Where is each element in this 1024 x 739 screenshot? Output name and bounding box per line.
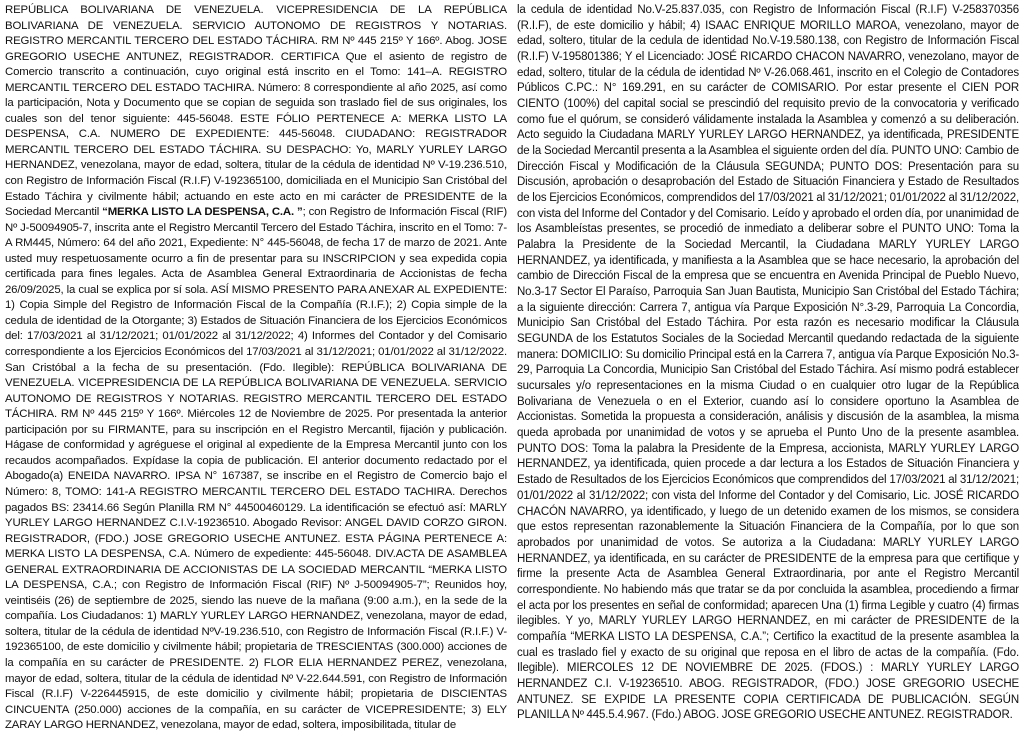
notice-left-column: [5, 3, 507, 735]
notice-left-text-part-2: ; con Registro de Información Fiscal (RIF) Nº J-50094905-7, inscrita ante el Registro Mercantil Tercero del Estado Táchira, inscrito en el Tomo: 7-A RM445, Número: 64 del año 2021, Expediente: N° 445-56048, de fecha 17 de marzo de 2021. Ante usted muy respetuosamente ocurro a fin de presentar para su INSCRIPCION y sea expedida copia certificada para fines legales. Acta de Asamblea General Extraordinaria de Accionistas de fecha 26/09/2025, la cual se explica por sí sola. ASÍ MISMO PRESENTO PARA ANEXAR AL EXPEDIENTE: 1) Copia Simple del Registro de Información Fiscal de la Compañía (R.I.F.); 2) Copia simple de la cedula de identidad de la Otorgante; 3) Estados de Situación Financiera de los Ejercicios Económicos del: 17/03/2021 al 31/12/2021; 01/01/2022 al 31/12/2022; 4) Informes del Contador y del Comisario correspondiente a los Ejercicios Económicos del 17/03/2021 al 31/12/2021; 01/01/2022 al 31/12/2022. San Cristóbal a la fecha de su presentación. (Fdo. Ilegible): REPÚBLICA BOLIVARIANA DE VENEZUELA. VICEPRESIDENCIA DE LA REPÚBLICA BOLIVARIANA DE VENEZUELA. SERVICIO AUTONOMO DE REGISTROS Y NOTARIAS. REGISTRO MERCANTIL TERCERO DEL ESTADO TÁCHIRA. RM Nº 445 215º Y 166º. Miércoles 12 de Noviembre de 2025. Por presentada la anterior participación por su FIRMANTE, para su inscripción en el Registro Mercantil, fijación y publicación. Hágase de conformidad y agréguese el original al expediente de la Empresa Mercantil junto con los recaudos acompañados. Expídase la copia de publicación. El anterior documento redactado por el Abogado(a) ENEIDA NAVARRO. IPSA N° 167387, se inscribe en el Registro de Comercio bajo el Número: 8, TOMO: 141-A REGISTRO MERCANTIL TERCERO DEL ESTADO TACHIRA. Derechos pagados BS: 23414.66 Según Planilla RM N° 44500460129. La identificación se efectuó así: MARLY YURLEY LARGO HERNANDEZ C.I.V-19236510. Abogado Revisor: ANGEL DAVID CORZO GIRON. REGISTRADOR, (FDO.) JOSE GREGORIO USECHE ANTUNEZ. ESTA PÁGINA PERTENECE A: MERKA LISTO LA DESPENSA, C.A. Número de expediente: 445-56048. DIV.ACTA DE ASAMBLEA GENERAL EXTRAORDINARIA DE ACCIONISTAS DE LA SOCIEDAD MERCANTIL “MERKA LISTO LA DESPENSA, C.A.; con Registro de Información Fiscal (RIF) Nº J-50094905-7”; Reunidos hoy, veintiséis (26) de septiembre de 2025, siendo las nueve de la mañana (9:00 a.m.), en la sede de la compañía. Los Ciudadanos: 1) MARLY YURLEY LARGO HERNANDEZ, venezolana, mayor de edad, soltera, titular de la cédula de identidad NºV-19.236.510, con Registro de Información Fiscal (R.I.F.) V-192365100, de este domicilio y civilmente hábil; propietaria de TRESCIENTAS (300.000) acciones de la compañía en su carácter de PRESIDENTE. 2) FLOR ELIA HERNANDEZ PEREZ, venezolana, mayor de edad, soltera, titular de la cédula de identidad Nº V-22.644.591, con Registro de Información Fiscal (R.I.F) V-226445915, de este domicilio y civilmente hábil; propietaria de DISCIENTAS CINCUENTA (250.000) acciones de la compañía, en su carácter de VICEPRESIDENTE; 3) ELY ZARAY LARGO HERNANDEZ, venezolana, mayor de edad, soltera, imposibilitada, titular de: [5, 206, 507, 732]
company-name-emphasis: “MERKA LISTO LA DESPENSA, C.A. ”: [102, 206, 303, 219]
notice-right-text: la cedula de identidad No.V-25.837.035, con Registro de Información Fiscal (R.I.F) V-258370356 (R.I.F), de este domicilio y hábil; 4) ISAAC ENRIQUE MORILLO MAROA, venezolano, mayor de edad, soltero, titular de la cedula de identidad No.V-19.580.138, con Registro de Información Fiscal (R.I.F) V-195801386; Y el Licenciado: JOSÉ RICARDO CHACON NAVARRO, venezolano, mayor de edad, soltero, titular de la cédula de identidad Nº V-26.068.461, inscrito en el Colegio de Contadores Públicos C.PC.: N° 169.291, en su carácter de COMISARIO. Por estar presente el CIEN POR CIENTO (100%) del capital social se prescindió del requisito previo de la convocatoria y verificado como fue el quórum, se consideró válidamente instalada la Asamblea y comenzó a su deliberación. Acto seguido la Ciudadana MARLY YURLEY LARGO HERNANDEZ, ya identificada, PRESIDENTE de la Sociedad Mercantil presenta a la Asamblea el siguiente orden del día. PUNTO UNO: Cambio de Dirección Fiscal y Modificación de la Cláusula SEGUNDA; PUNTO DOS: Presentación para su Discusión, aprobación o desaprobación del Estado de Situación Financiera y Estado de Resultados de los Ejercicios Económicos, comprendidos del 17/03/2021 al 31/12/2021; 01/01/2022 al 31/12/2022, con vista del Informe del Contador y del Comisario. Leído y aprobado el orden día, por unanimidad de los Asambleístas presentes, se procedió de inmediato a deliberar sobre el PUNTO UNO: Toma la Palabra la Presidente de la Sociedad Mercantil, la Ciudadana MARLY YURLEY LARGO HERNANDEZ, ya identificada, y manifiesta a la Asamblea que se hace necesario, la aprobación del cambio de Dirección Fiscal de la empresa que se encuentra en Avenida Principal de Pueblo Nuevo, No.3-17 Sector El Paraíso, Parroquia San Juan Bautista, Municipio San Cristóbal del Estado Táchira; a la siguiente dirección: Carrera 7, antigua vía Parque Exposición N°.3-29, Parroquia La Concordia, Municipio San Cristóbal del Estado Táchira. Por esta razón es necesario modificar la Cláusula SEGUNDA de los Estatutos Sociales de la Sociedad Mercantil quedando redactada de la siguiente manera: DOMICILIO: Su domicilio Principal está en la Carrera 7, antigua vía Parque Exposición No.3-29, Parroquia La Concordia, Municipio San Cristóbal del Estado Táchira. Así mismo podrá establecer sucursales y/o representaciones en la misma Ciudad o en cualquier otro lugar de la República Bolivariana de Venezuela o en el Exterior, cuando así lo considere oportuno la Asamblea de Accionistas. Sometida la propuesta a consideración, análisis y discusión de la asamblea, la misma queda aprobada por unanimidad de votos y se aprueba el Punto Uno de la presente asamblea. PUNTO DOS: Toma la palabra la Presidente de la Empresa, accionista, MARLY YURLEY LARGO HERNANDEZ, ya identificada, quien procede a dar lectura a los Estados de Situación Financiera y Estado de Resultados de los Ejercicios Económicos que comprendidos del 17/03/2021 al 31/12/2021; 01/01/2022 al 31/12/2022; con vista del Informe del Contador y del Comisario, Lic. JOSÉ RICARDO CHACÓN NAVARRO, ya identificado, y luego de un detenido examen de los mismos, se considera que estos representan razonablemente la Situación Financiera de la Compañía, por lo que son aprobados por unanimidad de votos. Se autoriza a la Ciudadana: MARLY YURLEY LARGO HERNANDEZ, ya identificada, en su carácter de PRESIDENTE de la empresa para que certifique y firme la presente Acta de Asamblea General Extraordinaria, por ante el Registro Mercantil correspondiente. No habiendo más que tratar se da por concluida la asamblea, procediendo a firmar el acta por los presentes en señal de conformidad; aparecen Una (1) firma Legible y cuatro (4) firmas ilegibles. Y yo, MARLY YURLEY LARGO HERNANDEZ, en mi carácter de PRESIDENTE de la compañía “MERKA LISTO LA DESPENSA, C.A.”; Certifico la exactitud de la presente asamblea la cual es traslado fiel y exacto de su original que reposa en el libro de actas de la compañía. (Fdo. Ilegible). MIERCOLES 12 DE NOVIEMBRE DE 2025. (FDOS.) : MARLY YURLEY LARGO HERNANDEZ C.I. V-19236510. ABOG. REGISTRADOR, (FDO.) JOSE GREGORIO USECHE ANTUNEZ. SE EXPIDE LA PRESENTE COPIA CERTIFICADA DE PUBLICACIÓN. SEGÚN PLANILLA Nº 445.5.4.967. (Fdo.) ABOG. JOSE GREGORIO USECHE ANTUNEZ. REGISTRADOR.: [517, 4, 1019, 722]
notice-right-column: [517, 3, 1019, 735]
notice-left-text-part-1: REPÚBLICA BOLIVARIANA DE VENEZUELA. VICEPRESIDENCIA DE LA REPÚBLICA BOLIVARIANA DE VENEZUELA. SERVICIO AUTONOMO DE REGISTROS Y NOTARIAS. REGISTRO MERCANTIL TERCERO DEL ESTADO TÁCHIRA. RM Nº 445 215º Y 166º. Abog. JOSE GREGORIO USECHE ANTUNEZ, REGISTRADOR. CERTIFICA Que el asiento de registro de Comercio transcrito a continuación, cuyo original está inscrito en el Tomo: 141–A. REGISTRO MERCANTIL TERCERO DEL ESTADO TACHIRA. Número: 8 correspondiente al año 2025, así como la participación, Nota y Documento que se copian de seguida son traslado fiel de sus originales, los cuales son del tenor siguiente: 445-56048. ESTE FÓLIO PERTENECE A: MERKA LISTO LA DESPENSA, C.A. NUMERO DE EXPEDIENTE: 445-56048. CIUDADANO: REGISTRADOR MERCANTIL TERCERO DEL ESTADO TÁCHIRA. SU DESPACHO: Yo, MARLY YURLEY LARGO HERNANDEZ, venezolana, mayor de edad, soltera, titular de la cédula de identidad Nº V-19.236.510, con Registro de Información Fiscal (R.I.F) V-192365100, domiciliada en el Municipio San Cristóbal del Estado Táchira y civilmente hábil; actuando en este acto en mi carácter de PRESIDENTE de la Sociedad Mercantil: [5, 4, 507, 219]
